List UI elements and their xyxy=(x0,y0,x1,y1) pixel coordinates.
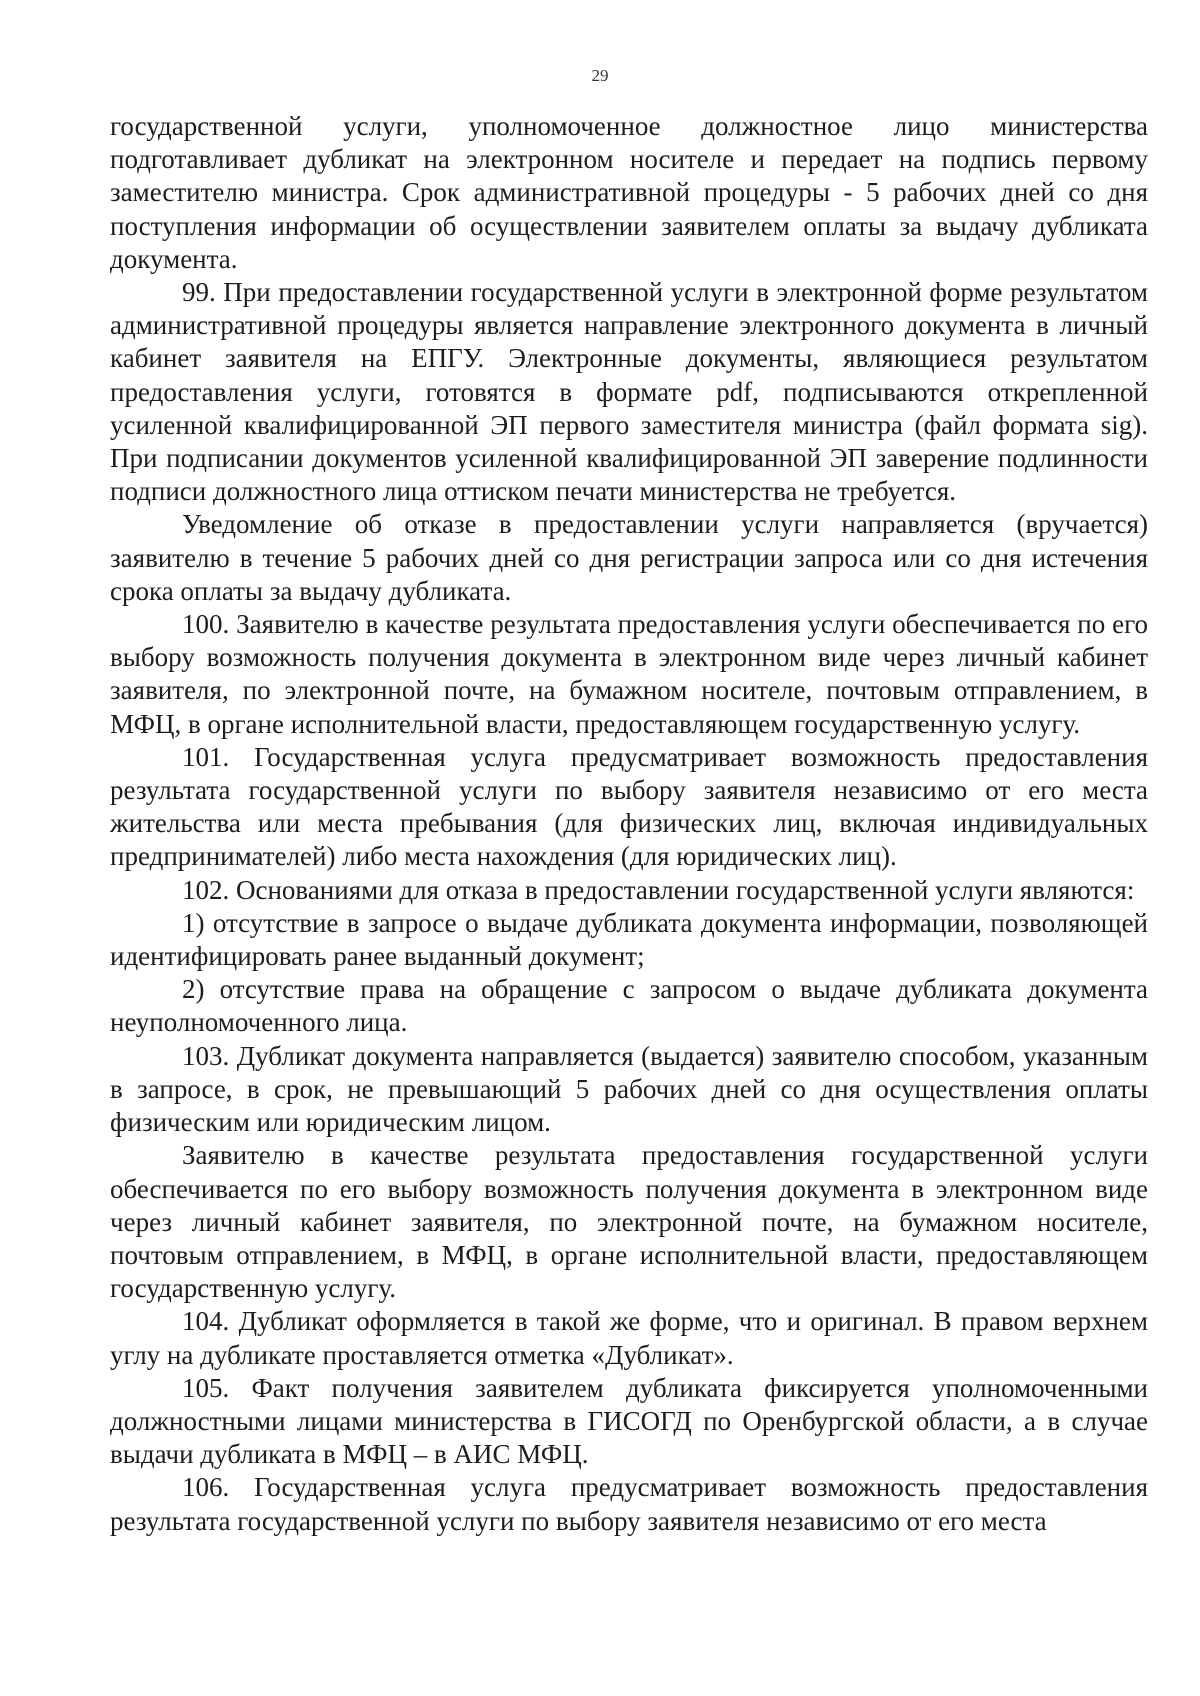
paragraph-105: 105. Факт получения заявителем дубликата фиксируется уполномоченными должностными лицами министерства в ГИСОГД по Оренбургской области, а в случае выдачи дубликата в МФЦ – в АИС МФЦ. xyxy=(110,1372,1148,1470)
paragraph-106: 106. Государственная услуга предусматривает возможность предоставления результата государственной услуги по выбору заявителя независимо от его места xyxy=(110,1472,1148,1536)
paragraph-102-item-2: 2) отсутствие права на обращение с запросом о выдаче дубликата документа неуполномоченного лица. xyxy=(110,974,1148,1038)
paragraph-99: 99. При предоставлении государственной услуги в электронной форме результатом административной процедуры является направление электронного документа в личный кабинет заявителя на ЕПГУ. Электронные документы, являющиеся результатом предоставления услуги, готовятся в формате pdf, подписываются открепленной усиленной квалифицированной ЭП первого заместителя министра (файл формата sig). При подписании документов усиленной квалифицированной ЭП заверение подлинности подписи должностного лица оттиском печати министерства не требуется. xyxy=(110,277,1148,507)
paragraph-refusal-notice: Уведомление об отказе в предоставлении услуги направляется (вручается) заявителю в течение 5 рабочих дней со дня регистрации запроса или со дня истечения срока оплаты за выдачу дубликата. xyxy=(110,509,1148,606)
paragraph-103-result: Заявителю в качестве результата предоставления государственной услуги обеспечивается по его выбору возможность получения документа в электронном виде через личный кабинет заявителя, по электронной почте, на бумажном носителе, почтовым отправлением, в МФЦ, в органе исполнительной власти, предоставляющем государственную услугу. xyxy=(110,1140,1148,1304)
paragraph-103: 103. Дубликат документа направляется (выдается) заявителю способом, указанным в запросе, в срок, не превышающий 5 рабочих дней со дня осуществления оплаты физическим или юридическим лицом. xyxy=(110,1040,1148,1138)
document-body xyxy=(110,110,1148,1538)
paragraph-100: 100. Заявителю в качестве результата предоставления услуги обеспечивается по его выбору возможность получения документа в электронном виде через личный кабинет заявителя, по электронной почте, на бумажном носителе, почтовым отправлением, в МФЦ, в органе исполнительной власти, предоставляющем государственную услугу. xyxy=(110,609,1148,739)
paragraph-102-item-1: 1) отсутствие в запросе о выдаче дубликата документа информации, позволяющей идентифицировать ранее выданный документ; xyxy=(110,907,1148,972)
paragraph-101: 101. Государственная услуга предусматривает возможность предоставления результата государственной услуги по выбору заявителя независимо от его места жительства или места пребывания (для физических лиц, включая индивидуальных предпринимателей) либо места нахождения (для юридических лиц). xyxy=(110,741,1148,872)
paragraph-102: 102. Основаниями для отказа в предоставлении государственной услуги являются: xyxy=(182,874,1135,905)
paragraph-104: 104. Дубликат оформляется в такой же форме, что и оригинал. В правом верхнем углу на дубликате проставляется отметка «Дубликат». xyxy=(110,1306,1148,1370)
paragraph-continuation: государственной услуги, уполномоченное должностное лицо министерства подготавливает дубликат на электронном носителе и передает на подпись первому заместителю министра. Срок административной процедуры - 5 рабочих дней со дня поступления информации об осуществлении заявителем оплаты за выдачу дубликата документа. xyxy=(110,111,1148,274)
page-number: 29 xyxy=(591,66,609,85)
